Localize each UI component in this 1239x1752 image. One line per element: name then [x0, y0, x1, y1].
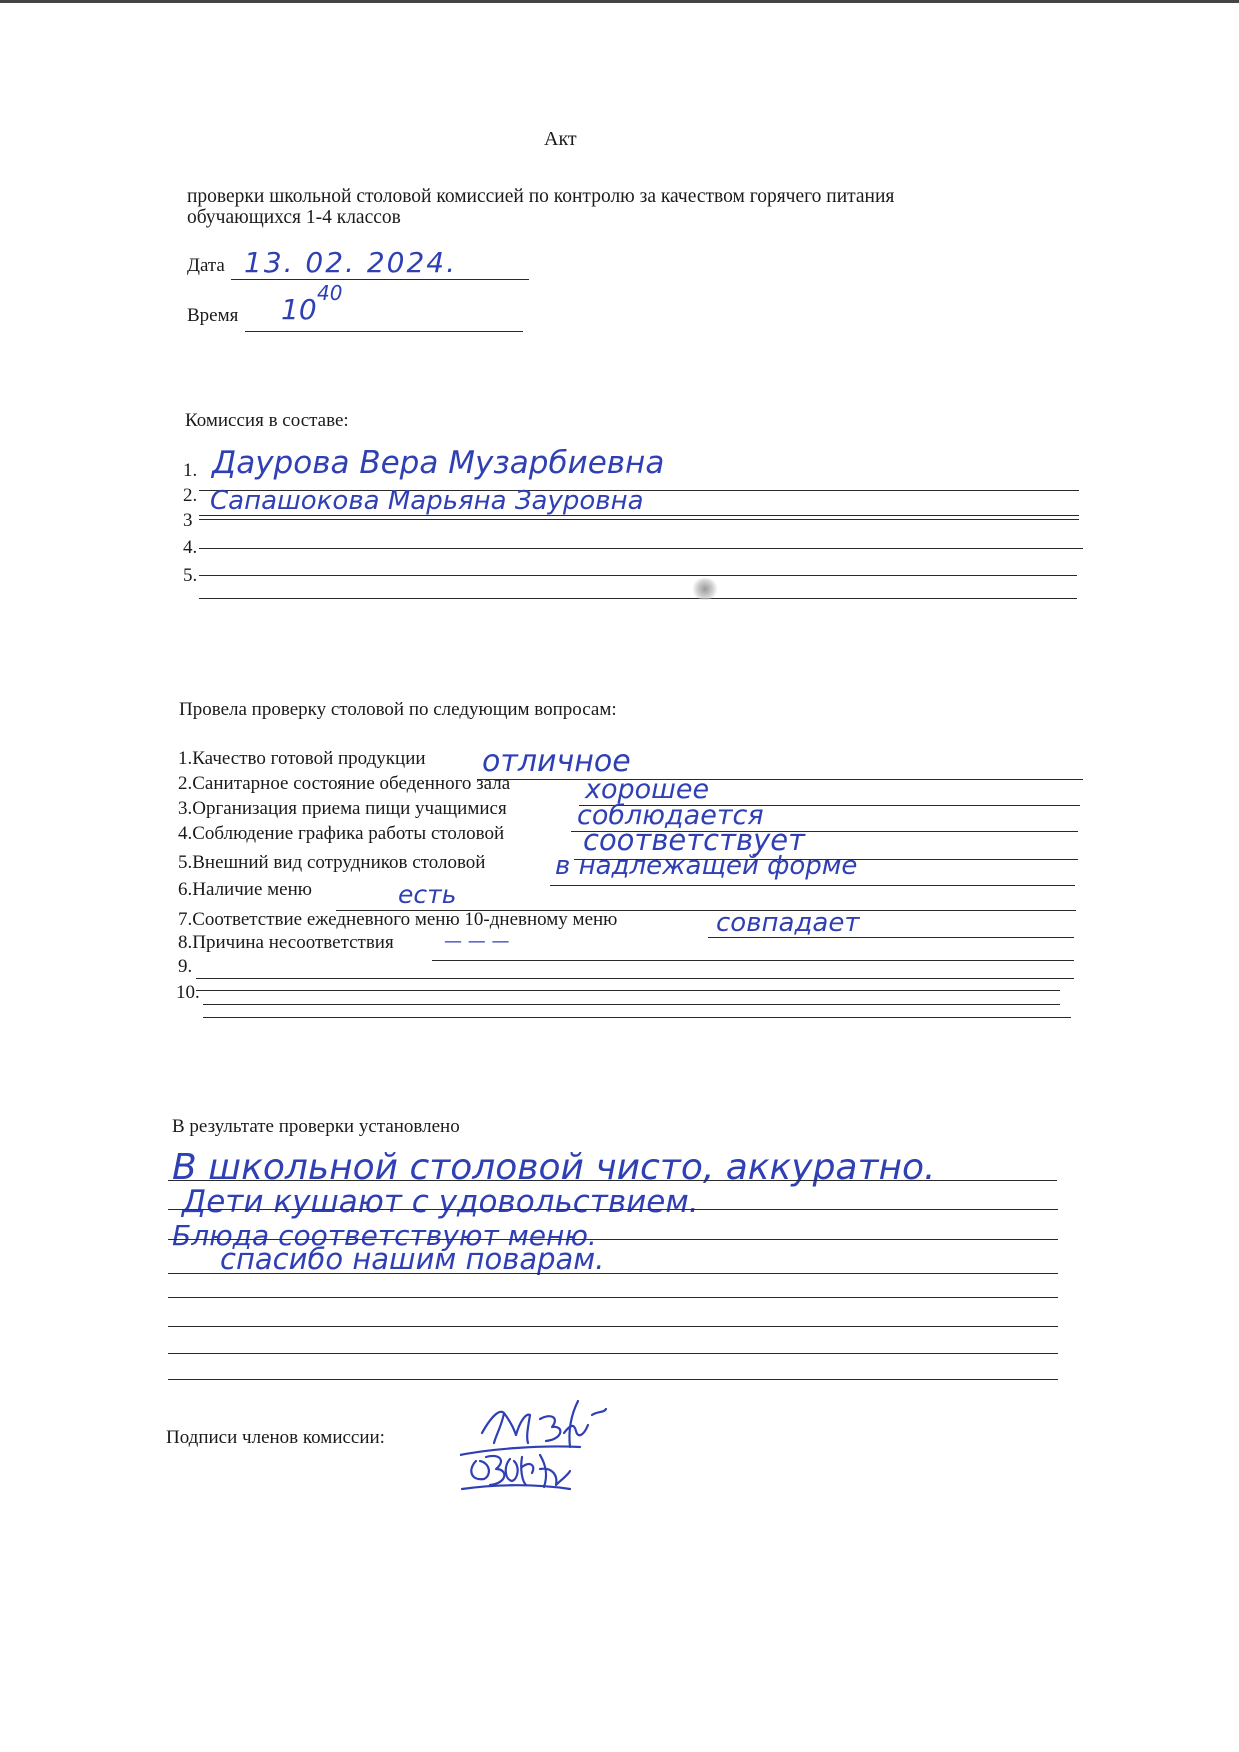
member-line	[199, 575, 1077, 576]
scan-top-edge	[0, 0, 1239, 3]
question-line	[196, 978, 1074, 979]
question-line	[203, 1017, 1071, 1018]
question-label: 1.Качество готовой продукции	[178, 748, 426, 769]
time-minutes: 40	[317, 281, 343, 305]
scan-smudge	[692, 578, 718, 600]
time-hours: 10	[281, 293, 317, 326]
result-line-rule	[168, 1239, 1058, 1240]
question-label: 7.Соответствие ежедневного меню 10-дневному меню	[178, 909, 618, 930]
question-answer: соблюдается	[577, 800, 764, 831]
question-label: 4.Соблюдение графика работы столовой	[178, 823, 505, 844]
member-number: 5.	[183, 565, 198, 586]
member-number: 2.	[183, 485, 198, 506]
result-line-rule	[168, 1209, 1058, 1210]
question-answer: есть	[398, 880, 457, 909]
member-line-extra	[199, 598, 1077, 599]
document-subtitle-line1: проверки школьной столовой комиссией по контролю за качеством горячего питания	[187, 186, 895, 207]
question-line	[432, 960, 1074, 961]
handwritten-signatures	[460, 1395, 640, 1505]
question-line	[477, 779, 1083, 780]
document-subtitle-line2: обучающихся 1-4 классов	[187, 207, 401, 228]
result-line: Блюда соответствуют меню.	[172, 1219, 597, 1252]
result-line: Дети кушают с удовольствием.	[182, 1184, 699, 1220]
result-line-rule	[168, 1180, 1057, 1181]
member-name: Даурова Вера Музарбиевна	[212, 445, 665, 481]
result-line-rule	[168, 1353, 1058, 1354]
result-line-rule	[168, 1379, 1058, 1380]
question-answer: в надлежащей форме	[555, 851, 858, 881]
result-line-rule	[168, 1326, 1058, 1327]
member-number: 1.	[183, 460, 198, 481]
result-heading: В результате проверки установлено	[172, 1116, 460, 1137]
question-answer: соответствует	[583, 823, 805, 857]
commission-heading: Комиссия в составе:	[185, 410, 349, 431]
time-underline	[245, 331, 523, 332]
questions-heading: Провела проверку столовой по следующим вопросам:	[179, 699, 617, 720]
question-answer: совпадает	[716, 908, 860, 938]
question-line	[203, 1004, 1060, 1005]
question-label: 6.Наличие меню	[178, 879, 312, 900]
question-label: 10.	[176, 982, 200, 1003]
question-label: 3.Организация приема пищи учащимися	[178, 798, 507, 819]
member-line	[199, 548, 1083, 549]
question-answer: хорошее	[585, 774, 710, 805]
signatures-label: Подписи членов комиссии:	[166, 1427, 385, 1448]
question-label: 8.Причина несоответствия	[178, 932, 394, 953]
question-label: 9.	[178, 956, 193, 977]
question-line	[550, 885, 1075, 886]
question-label: 5.Внешний вид сотрудников столовой	[178, 852, 486, 873]
result-line: В школьной столовой чисто, аккуратно.	[172, 1147, 936, 1188]
question-line	[196, 990, 1060, 991]
time-label: Время	[187, 305, 239, 326]
date-label: Дата	[187, 255, 225, 276]
member-name: Сапашокова Марьяна Зауровна	[210, 486, 644, 516]
date-value: 13. 02. 2024.	[244, 246, 458, 279]
member-number: 4.	[183, 537, 198, 558]
member-number: 3	[183, 510, 193, 531]
question-answer: отличное	[482, 744, 631, 779]
question-label: 2.Санитарное состояние обеденного зала	[178, 773, 511, 794]
document-title: Акт	[544, 128, 577, 150]
result-line-rule	[168, 1297, 1058, 1298]
question-answer: — — —	[444, 931, 510, 952]
date-underline	[231, 279, 529, 280]
result-line-rule	[168, 1273, 1058, 1274]
result-line: спасибо нашим поварам.	[220, 1242, 605, 1276]
member-line	[199, 519, 1079, 520]
